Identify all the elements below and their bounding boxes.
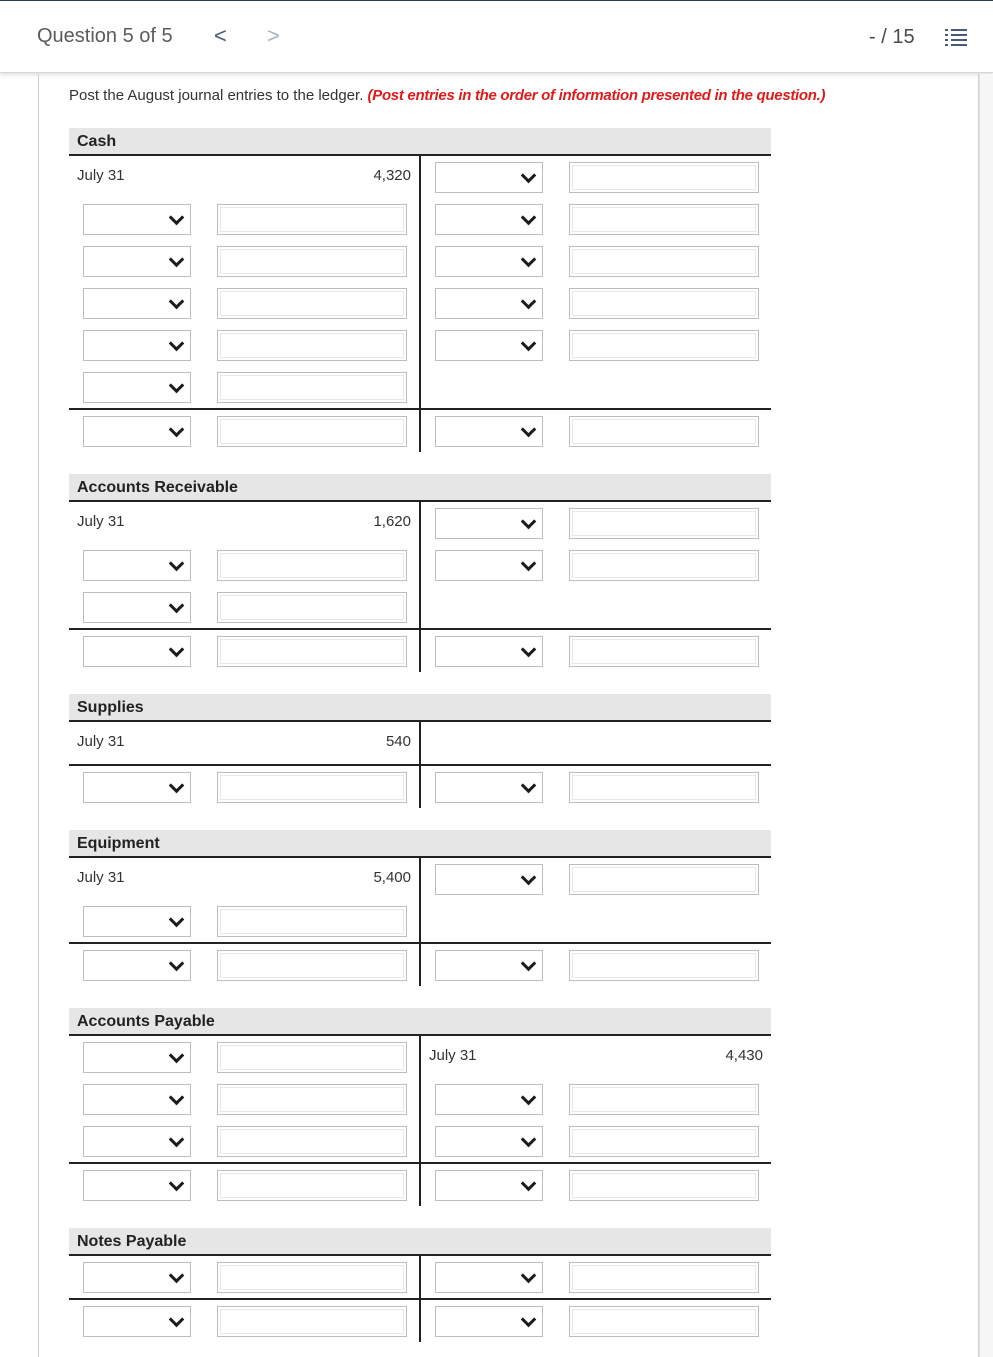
chevron-down-icon (521, 1176, 537, 1192)
chevron-down-icon (521, 1132, 537, 1148)
chevron-down-icon (169, 294, 185, 310)
credit-date-select[interactable] (435, 288, 543, 319)
credit-date-select[interactable] (435, 1262, 543, 1293)
debit-amount-input[interactable] (217, 288, 407, 319)
debit-date-select[interactable] (83, 636, 191, 667)
chevron-down-icon (521, 514, 537, 530)
chevron-down-icon (521, 556, 537, 572)
opening-date: July 31 (77, 513, 125, 530)
chevron-down-icon (521, 294, 537, 310)
chevron-down-icon (521, 210, 537, 226)
credit-amount-input[interactable] (569, 508, 759, 539)
credit-date-select[interactable] (435, 204, 543, 235)
chevron-down-icon (521, 642, 537, 658)
chevron-down-icon (169, 1312, 185, 1328)
total-rule (69, 764, 771, 766)
total-rule (69, 628, 771, 630)
debit-amount-input[interactable] (217, 906, 407, 937)
t-account-body (69, 156, 771, 452)
credit-date-select[interactable] (435, 330, 543, 361)
debit-amount-input[interactable] (217, 1042, 407, 1073)
opening-balance: 540 (385, 733, 411, 750)
debit-amount-input[interactable] (217, 772, 407, 803)
debit-amount-input[interactable] (217, 636, 407, 667)
chevron-down-icon (169, 1132, 185, 1148)
credit-date-select[interactable] (435, 1170, 543, 1201)
t-account-body (69, 502, 771, 672)
credit-date-select[interactable] (435, 508, 543, 539)
account-notes-payable (69, 1228, 771, 1342)
chevron-down-icon (169, 598, 185, 614)
account-supplies (69, 694, 771, 808)
total-rule (69, 1298, 771, 1300)
debit-date-select[interactable] (83, 372, 191, 403)
debit-date-select[interactable] (83, 772, 191, 803)
debit-date-select[interactable] (83, 950, 191, 981)
account-title: Equipment (69, 830, 771, 858)
debit-amount-input[interactable] (217, 330, 407, 361)
opening-balance: 1,620 (373, 513, 411, 530)
opening-date: July 31 (77, 167, 125, 184)
chevron-down-icon (521, 956, 537, 972)
debit-date-select[interactable] (83, 906, 191, 937)
credit-date-select[interactable] (435, 246, 543, 277)
debit-date-select[interactable] (83, 204, 191, 235)
total-rule (69, 1162, 771, 1164)
credit-amount-input[interactable] (569, 864, 759, 895)
credit-amount-input[interactable] (569, 1262, 759, 1293)
instruction-hint: (Post entries in the order of information presented in the question.) (367, 87, 826, 104)
chevron-down-icon (521, 336, 537, 352)
opening-balance: 4,320 (373, 167, 411, 184)
opening-date: July 31 (77, 733, 125, 750)
chevron-down-icon (521, 1312, 537, 1328)
debit-date-select[interactable] (83, 330, 191, 361)
debit-date-select[interactable] (83, 550, 191, 581)
account-title: Cash (69, 128, 771, 156)
t-account-body (69, 858, 771, 986)
opening-date: July 31 (429, 1047, 477, 1064)
previous-question-button[interactable]: < (214, 23, 227, 48)
credit-date-select[interactable] (435, 1306, 543, 1337)
question-header (0, 1, 993, 73)
t-account-divider (419, 858, 421, 986)
debit-date-select[interactable] (83, 1084, 191, 1115)
question-label: Question 5 of 5 (37, 25, 173, 47)
debit-amount-input[interactable] (217, 1126, 407, 1157)
account-title: Accounts Payable (69, 1008, 771, 1036)
chevron-down-icon (169, 956, 185, 972)
debit-date-select[interactable] (83, 592, 191, 623)
debit-amount-input[interactable] (217, 1262, 407, 1293)
credit-date-select[interactable] (435, 772, 543, 803)
account-title: Notes Payable (69, 1228, 771, 1256)
debit-date-select[interactable] (83, 416, 191, 447)
debit-date-select[interactable] (83, 1042, 191, 1073)
credit-amount-input[interactable] (569, 1170, 759, 1201)
next-question-button[interactable]: > (267, 23, 280, 48)
total-rule (69, 942, 771, 944)
chevron-down-icon (521, 422, 537, 438)
opening-balance: 5,400 (373, 869, 411, 886)
opening-date: July 31 (77, 869, 125, 886)
credit-date-select[interactable] (435, 550, 543, 581)
scrollbar[interactable] (979, 74, 993, 1357)
credit-amount-input[interactable] (569, 772, 759, 803)
chevron-down-icon (169, 1048, 185, 1064)
chevron-down-icon (521, 252, 537, 268)
chevron-down-icon (169, 556, 185, 572)
chevron-down-icon (169, 1268, 185, 1284)
chevron-down-icon (169, 422, 185, 438)
debit-amount-input[interactable] (217, 1306, 407, 1337)
chevron-down-icon (169, 642, 185, 658)
debit-date-select[interactable] (83, 288, 191, 319)
chevron-down-icon (521, 778, 537, 794)
chevron-down-icon (521, 870, 537, 886)
debit-amount-input[interactable] (217, 416, 407, 447)
credit-amount-input[interactable] (569, 636, 759, 667)
account-equipment (69, 830, 771, 986)
credit-amount-input[interactable] (569, 950, 759, 981)
instruction-text (69, 87, 825, 104)
credit-date-select[interactable] (435, 636, 543, 667)
debit-amount-input[interactable] (217, 950, 407, 981)
debit-amount-input[interactable] (217, 204, 407, 235)
chevron-down-icon (169, 1090, 185, 1106)
credit-amount-input[interactable] (569, 162, 759, 193)
credit-amount-input[interactable] (569, 288, 759, 319)
chevron-down-icon (169, 1176, 185, 1192)
credit-date-select[interactable] (435, 1084, 543, 1115)
chevron-down-icon (169, 912, 185, 928)
chevron-down-icon (169, 252, 185, 268)
credit-amount-input[interactable] (569, 246, 759, 277)
total-rule (69, 408, 771, 410)
t-account-body (69, 1256, 771, 1342)
chevron-down-icon (169, 778, 185, 794)
credit-amount-input[interactable] (569, 416, 759, 447)
account-accounts-payable (69, 1008, 771, 1206)
credit-date-select[interactable] (435, 950, 543, 981)
t-account-divider (419, 1036, 421, 1206)
credit-date-select[interactable] (435, 162, 543, 193)
chevron-down-icon (169, 336, 185, 352)
t-account-body (69, 1036, 771, 1206)
credit-amount-input[interactable] (569, 1306, 759, 1337)
debit-amount-input[interactable] (217, 550, 407, 581)
score-display: - / 15 (869, 26, 915, 48)
credit-amount-input[interactable] (569, 330, 759, 361)
credit-date-select[interactable] (435, 864, 543, 895)
account-cash (69, 128, 771, 452)
credit-date-select[interactable] (435, 1126, 543, 1157)
instruction-main: Post the August journal entries to the ledger. (69, 87, 364, 104)
debit-amount-input[interactable] (217, 1170, 407, 1201)
debit-date-select[interactable] (83, 246, 191, 277)
credit-amount-input[interactable] (569, 550, 759, 581)
account-title: Supplies (69, 694, 771, 722)
debit-amount-input[interactable] (217, 246, 407, 277)
opening-balance: 4,430 (725, 1047, 763, 1064)
debit-date-select[interactable] (83, 1170, 191, 1201)
credit-amount-input[interactable] (569, 1084, 759, 1115)
t-account-body (69, 722, 771, 808)
credit-date-select[interactable] (435, 416, 543, 447)
chevron-down-icon (521, 1090, 537, 1106)
chevron-down-icon (169, 378, 185, 394)
chevron-down-icon (521, 1268, 537, 1284)
account-title: Accounts Receivable (69, 474, 771, 502)
chevron-down-icon (169, 210, 185, 226)
t-account-divider (419, 502, 421, 672)
credit-amount-input[interactable] (569, 1126, 759, 1157)
debit-date-select[interactable] (83, 1126, 191, 1157)
chevron-down-icon (521, 168, 537, 184)
question-list-icon[interactable] (945, 28, 967, 48)
debit-date-select[interactable] (83, 1306, 191, 1337)
debit-date-select[interactable] (83, 1262, 191, 1293)
credit-amount-input[interactable] (569, 204, 759, 235)
debit-amount-input[interactable] (217, 1084, 407, 1115)
account-accounts-receivable (69, 474, 771, 672)
debit-amount-input[interactable] (217, 592, 407, 623)
debit-amount-input[interactable] (217, 372, 407, 403)
